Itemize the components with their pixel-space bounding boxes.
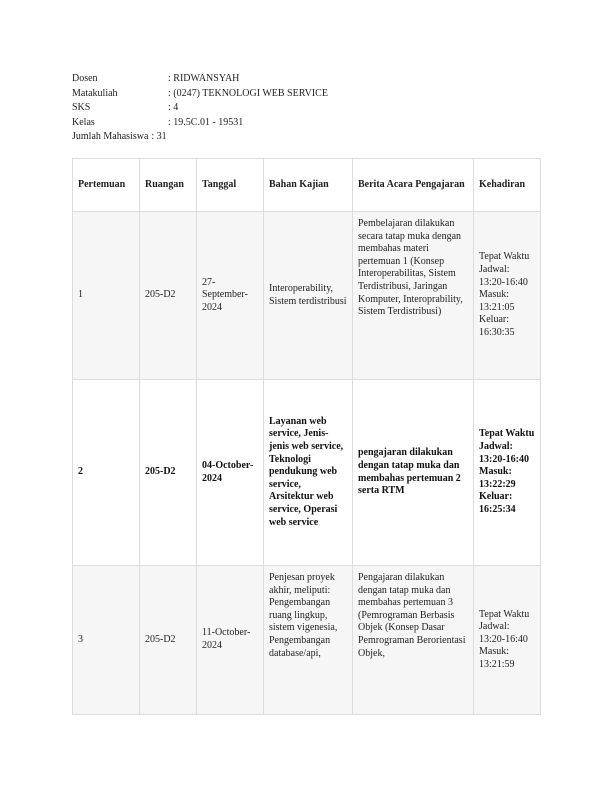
cell-pertemuan: 1 [73, 212, 140, 380]
cell-tanggal: 27-September-2024 [197, 212, 264, 380]
cell-kehadiran: Tepat Waktu Jadwal: 13:20-16:40 Masuk: 13:21:05 Keluar: 16:30:35 [474, 212, 541, 380]
kelas-value: : 19.5C.01 - 19531 [168, 116, 244, 128]
attendance-table [72, 158, 541, 715]
cell-ruangan: 205-D2 [140, 566, 197, 715]
cell-berita-acara: Pembelajaran dilakukan secara tatap muka dengan membahas materi pertemuan 1 (Konsep Interoperabilitas, Sistem Terdistribusi, Jaringan Komputer, Interoprability, Sistem Terdistribusi) [353, 212, 474, 380]
kelas-label: Kelas [72, 116, 95, 128]
header-ruangan: Ruangan [140, 159, 197, 212]
cell-berita-acara-text: Pengajaran dilakukan dengan tatap muka dan membahas pertemuan 3 (Pemrograman Berbasis Objek (Konsep Dasar Pemrograman Berorientasi Objek, [358, 572, 466, 659]
table-row [73, 212, 541, 380]
dosen-value: : RIDWANSYAH [168, 73, 240, 84]
info-row-jumlah [72, 130, 328, 145]
table-row [73, 380, 541, 566]
cell-kehadiran: Tepat Waktu Jadwal: 13:20-16:40 Masuk: 13:21:59 [474, 566, 541, 715]
info-row-matakuliah [72, 87, 328, 102]
cell-bahan-kajian-text: Penjesan proyek akhir, meliputi: Pengembangan ruang lingkup, sistem vigenesia, Pengembangan database/api, [269, 572, 338, 659]
sks-label: SKS [72, 102, 91, 114]
cell-tanggal: 11-October-2024 [197, 566, 264, 715]
header-tanggal: Tanggal [197, 159, 264, 212]
cell-ruangan: 205-D2 [140, 212, 197, 380]
jumlah-label: Jumlah Mahasiswa [72, 131, 149, 143]
sks-value: : 4 [168, 102, 179, 114]
cell-bahan-kajian: Layanan web service, Jenis-jenis web service, Teknologi pendukung web service, Arsitektur web service, Operasi web service [264, 380, 353, 566]
dosen-label: Dosen [72, 73, 98, 84]
header-bahan-kajian: Bahan Kajian [264, 159, 353, 212]
cell-bahan-kajian [264, 566, 353, 715]
info-row-sks [72, 101, 328, 116]
cell-pertemuan: 3 [73, 566, 140, 715]
header-berita-acara: Berita Acara Pengajaran [353, 159, 474, 212]
info-row-kelas [72, 116, 328, 131]
jumlah-value: : 31 [151, 131, 167, 143]
cell-bahan-kajian: Interoperability, Sistem terdistribusi [264, 212, 353, 380]
table-header-row [73, 159, 541, 212]
cell-berita-acara [353, 566, 474, 715]
cell-berita-acara: pengajaran dilakukan dengan tatap muka dan membahas pertemuan 2 serta RTM [353, 380, 474, 566]
matakuliah-label: Matakuliah [72, 87, 118, 99]
cell-pertemuan: 2 [73, 380, 140, 566]
matakuliah-value: : (0247) TEKNOLOGI WEB SERVICE [168, 87, 328, 99]
cell-tanggal: 04-October-2024 [197, 380, 264, 566]
header-kehadiran: Kehadiran [474, 159, 541, 212]
course-info [72, 72, 328, 145]
cell-ruangan: 205-D2 [140, 380, 197, 566]
info-row-dosen [72, 72, 328, 87]
header-pertemuan: Pertemuan [73, 159, 140, 212]
cell-kehadiran: Tepat Waktu Jadwal: 13:20-16:40 Masuk: 13:22:29 Keluar: 16:25:34 [474, 380, 541, 566]
table-row [73, 566, 541, 715]
